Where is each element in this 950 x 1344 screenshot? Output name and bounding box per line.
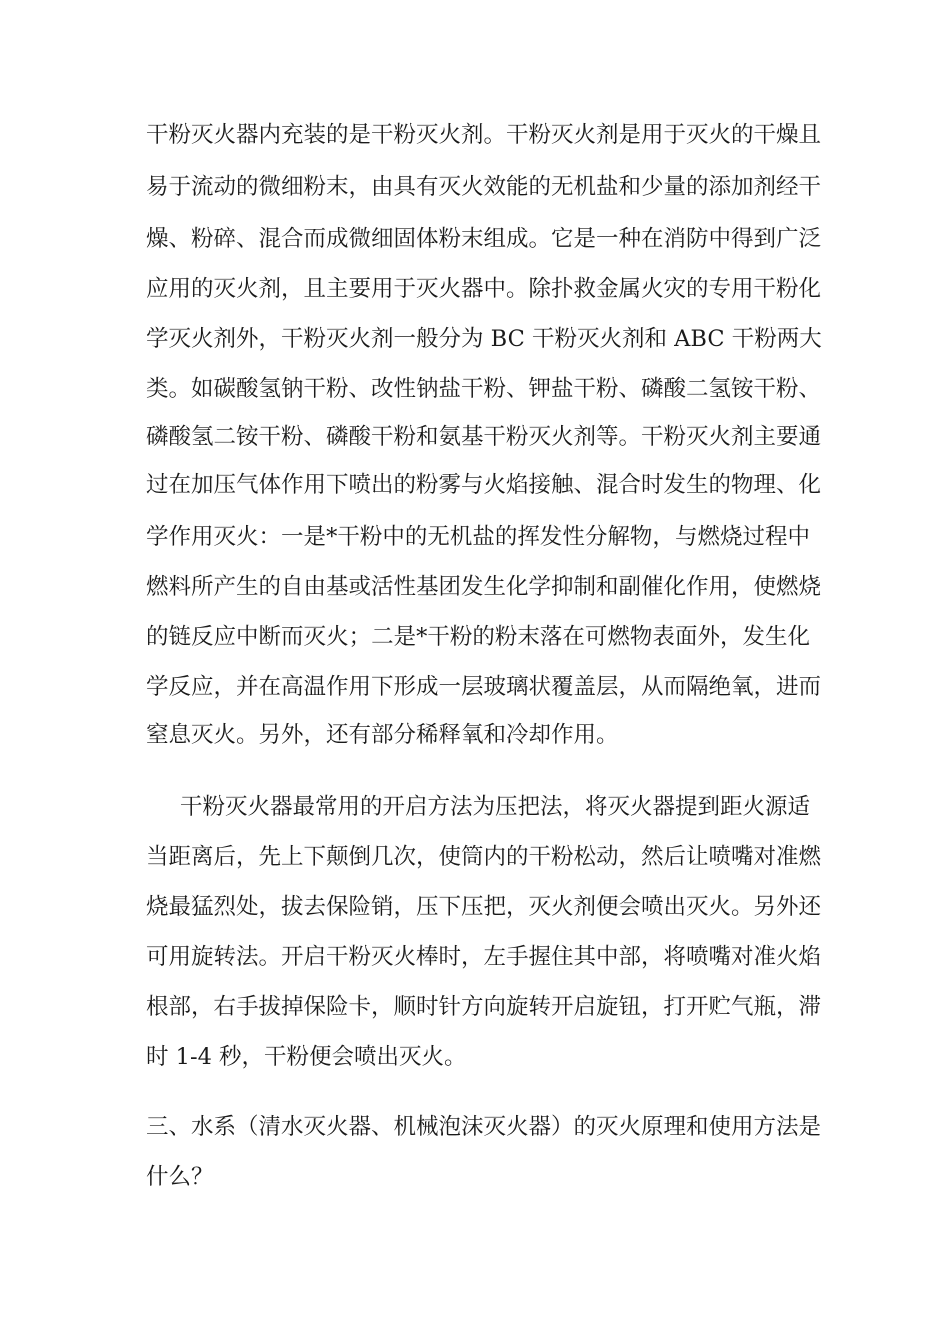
paragraph-2-line-4: 可用旋转法。开启干粉灭火棒时，左手握住其中部，将喷嘴对准火焰 [146,944,822,970]
paragraph-1-line-8: 过在加压气体作用下喷出的粉雾与火焰接触、混合时发生的物理、化 [146,472,822,498]
paragraph-1-line-3: 燥、粉碎、混合而成微细固体粉末组成。它是一种在消防中得到广泛 [146,226,822,252]
paragraph-1-line-2: 易于流动的微细粉末，由具有灭火效能的无机盐和少量的添加剂经干 [146,174,822,200]
paragraph-1-line-5: 学灭火剂外，干粉灭火剂一般分为 BC 干粉灭火剂和 ABC 干粉两大 [146,326,822,352]
paragraph-1-line-1: 干粉灭火器内充装的是干粉灭火剂。干粉灭火剂是用于灭火的干燥且 [146,122,822,148]
section-3-heading-line-2: 什么？ [146,1164,214,1190]
paragraph-1-line-4: 应用的灭火剂，且主要用于灭火器中。除扑救金属火灾的专用干粉化 [146,276,822,302]
paragraph-2-line-6: 时 1-4 秒，干粉便会喷出灭火。 [146,1044,467,1070]
paragraph-2-line-3: 烧最猛烈处，拔去保险销，压下压把，灭火剂便会喷出灭火。另外还 [146,894,822,920]
paragraph-1-line-10: 燃料所产生的自由基或活性基团发生化学抑制和副催化作用，使燃烧 [146,574,822,600]
paragraph-2-line-1: 干粉灭火器最常用的开启方法为压把法，将灭火器提到距火源适 [180,794,811,820]
paragraph-1-line-9: 学作用灭火：一是*干粉中的无机盐的挥发性分解物，与燃烧过程中 [146,524,810,550]
paragraph-1-line-12: 学反应，并在高温作用下形成一层玻璃状覆盖层，从而隔绝氧，进而 [146,674,822,700]
paragraph-2-line-2: 当距离后，先上下颠倒几次，使筒内的干粉松动，然后让喷嘴对准燃 [146,844,822,870]
paragraph-1-line-13: 窒息灭火。另外，还有部分稀释氧和冷却作用。 [146,722,619,748]
paragraph-1-line-7: 磷酸氢二铵干粉、磷酸干粉和氨基干粉灭火剂等。干粉灭火剂主要通 [146,424,822,450]
paragraph-1-line-11: 的链反应中断而灭火；二是*干粉的粉末落在可燃物表面外，发生化 [146,624,810,650]
section-3-heading-line-1: 三、水系（清水灭火器、机械泡沫灭火器）的灭火原理和使用方法是 [146,1114,822,1140]
paragraph-1-line-6: 类。如碳酸氢钠干粉、改性钠盐干粉、钾盐干粉、磷酸二氢铵干粉、 [146,376,822,402]
paragraph-2-line-5: 根部，右手拔掉保险卡，顺时针方向旋转开启旋钮，打开贮气瓶，滞 [146,994,822,1020]
